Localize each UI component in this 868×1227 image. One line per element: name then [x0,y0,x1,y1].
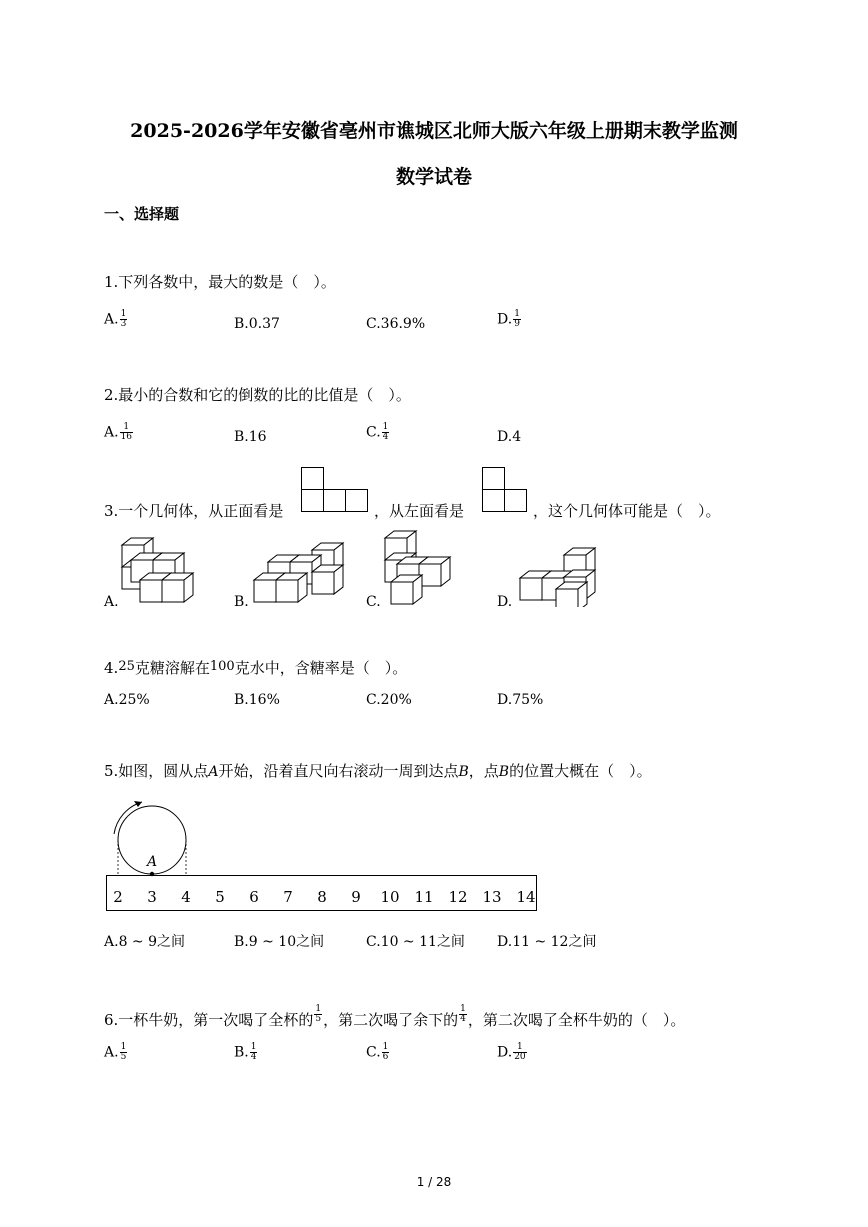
q3-option-c-figure [383,530,453,610]
q6-option-d: D. $\frac{1}{20}$ [497,1042,526,1062]
cube [276,573,307,602]
ruler-tick-label: 11 [414,888,434,906]
q5-option-d: D.11 ~ 12之间 [497,934,597,950]
q5-option-b: B.9 ~ 10之间 [234,934,325,950]
question-3-text-part2: ，从左面看是 [374,502,465,520]
cube [419,557,450,586]
point-a-label: A [147,854,158,870]
q2-option-d: D.4 [497,429,522,445]
page-subtitle: 数学试卷 [395,166,472,188]
ruler-tick-label: 5 [215,888,225,906]
ruler-tick-label: 4 [181,888,191,906]
ruler-figure [100,792,545,914]
q5-option-a: A.8 ~ 9之间 [104,934,186,950]
q3-option-a-figure [118,533,208,609]
q1-option-c: C.36.9% [366,316,426,332]
question-3-text-part3: ，这个几何体可能是（ ）。 [533,502,721,520]
q3-option-c-label: C. [366,594,381,610]
ruler-tick-label: 6 [249,888,259,906]
ruler-tick-label: 10 [380,888,400,906]
q2-option-c: C. $\frac{1}{4}$ [366,422,389,442]
ruler-tick-label: 9 [351,888,361,906]
ruler-tick-label: 8 [317,888,327,906]
left-view-figure [481,466,531,514]
question-1-text: 1.下列各数中，最大的数是（ ）。 [104,273,336,291]
ruler-tick-label: 7 [283,888,293,906]
question-6-text: 6.一杯牛奶，第一次喝了全杯的 $\frac{1}{5}$ ，第二次喝了余下的 $\frac{1}{4}$ ，第二次喝了全杯牛奶的（ ）。 [104,1004,686,1029]
cube [391,575,422,604]
q4-option-b: B.16% [234,692,280,708]
ruler-tick-label: 3 [147,888,157,906]
q2-option-a: A. $\frac{1}{16}$ [104,422,133,442]
ruler-tick-label: 14 [516,888,536,906]
q4-option-c: C.20% [366,692,412,708]
q3-option-a-label: A. [104,594,119,610]
q6-option-b: B. $\frac{1}{4}$ [234,1042,257,1062]
ruler-tick-label: 2 [113,888,123,906]
cube [162,573,193,602]
q1-option-b: B.0.37 [234,316,280,332]
cube [312,565,343,594]
question-3-text-part1: 3.一个几何体，从正面看是 [104,502,284,520]
q3-option-b-label: B. [234,594,249,610]
ruler-tick-label: 12 [448,888,468,906]
q2-option-b: B.16 [234,429,267,445]
q4-option-d: D.75% [497,692,544,708]
q1-option-a: A. $\frac{1}{3}$ [104,309,127,329]
section-heading: 一、选择题 [104,205,180,223]
arrow-head-icon [134,801,142,807]
page-number: 1 / 28 [416,1175,452,1189]
rotation-arrow [114,802,142,834]
ruler-tick-label: 13 [482,888,502,906]
q5-option-c: C.10 ~ 11之间 [366,934,465,950]
q1-option-d: D. $\frac{1}{9}$ [497,309,520,329]
question-2-text: 2.最小的合数和它的倒数的比的比值是（ ）。 [104,386,411,404]
q6-option-a: A. $\frac{1}{5}$ [104,1042,127,1062]
q3-option-d-figure [516,545,600,607]
q3-option-b-figure [250,540,350,606]
q3-option-d-label: D. [497,594,513,610]
question-4-text: 4.25克糖溶解在100克水中，含糖率是（ ）。 [104,659,408,677]
front-view-figure [300,466,372,514]
question-5-text: 5.如图，圆从点A开始，沿着直尺向右滚动一周到达点B，点B的位置大概在（ ）。 [104,762,652,780]
q6-option-c: C. $\frac{1}{6}$ [366,1042,389,1062]
q4-option-a: A.25% [104,692,150,708]
page-title: 2025-2026学年安徽省亳州市谯城区北师大版六年级上册期末教学监测 [130,120,738,142]
cube [556,582,587,607]
